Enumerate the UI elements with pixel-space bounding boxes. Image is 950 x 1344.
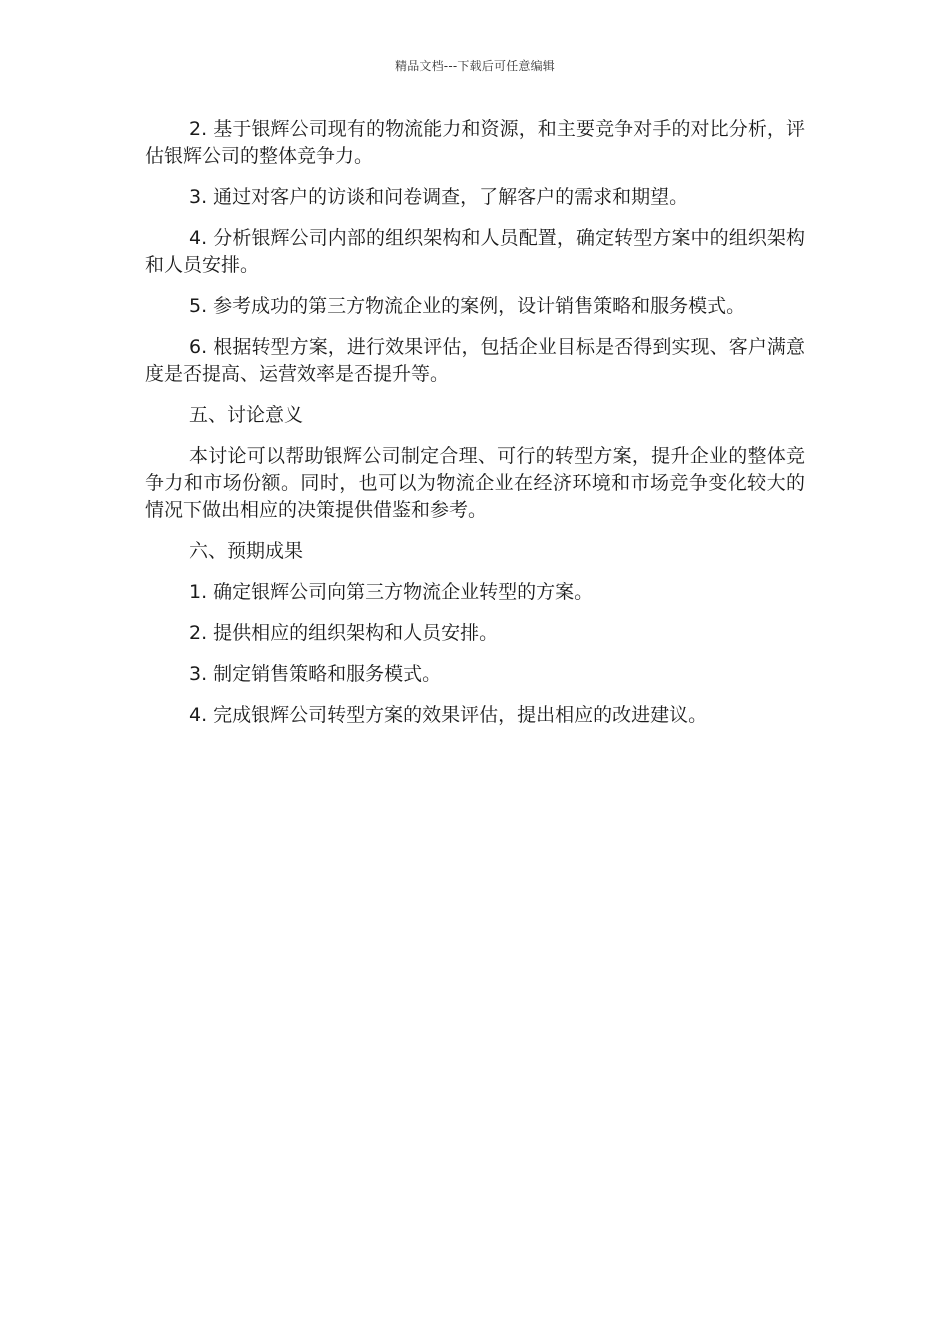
paragraph-result-4: 4. 完成银辉公司转型方案的效果评估，提出相应的改进建议。 xyxy=(189,704,708,726)
paragraph-result-3: 3. 制定销售策略和服务模式。 xyxy=(189,663,442,685)
paragraph-result-2: 2. 提供相应的组织架构和人员安排。 xyxy=(189,622,499,644)
section-heading-expected-results: 六、预期成果 xyxy=(189,540,304,562)
section-heading-significance: 五、讨论意义 xyxy=(189,404,304,426)
document-body xyxy=(145,116,805,743)
paragraph-method-2: 2. 基于银辉公司现有的物流能力和资源，和主要竞争对手的对比分析，评估银辉公司的整体竞争力。 xyxy=(145,118,805,167)
paragraph-method-4: 4. 分析银辉公司内部的组织架构和人员配置，确定转型方案中的组织架构和人员安排。 xyxy=(145,227,805,276)
paragraph-method-5: 5. 参考成功的第三方物流企业的案例，设计销售策略和服务模式。 xyxy=(189,295,746,317)
paragraph-significance: 本讨论可以帮助银辉公司制定合理、可行的转型方案，提升企业的整体竞争力和市场份额。同时，也可以为物流企业在经济环境和市场竞争变化较大的情况下做出相应的决策提供借鉴和参考。 xyxy=(145,445,805,521)
paragraph-method-3: 3. 通过对客户的访谈和问卷调查，了解客户的需求和期望。 xyxy=(189,186,689,208)
page-header: 精品文档---下载后可任意编辑 xyxy=(395,59,555,73)
paragraph-method-6: 6. 根据转型方案，进行效果评估，包括企业目标是否得到实现、客户满意度是否提高、运营效率是否提升等。 xyxy=(145,336,805,385)
paragraph-result-1: 1. 确定银辉公司向第三方物流企业转型的方案。 xyxy=(189,581,594,603)
